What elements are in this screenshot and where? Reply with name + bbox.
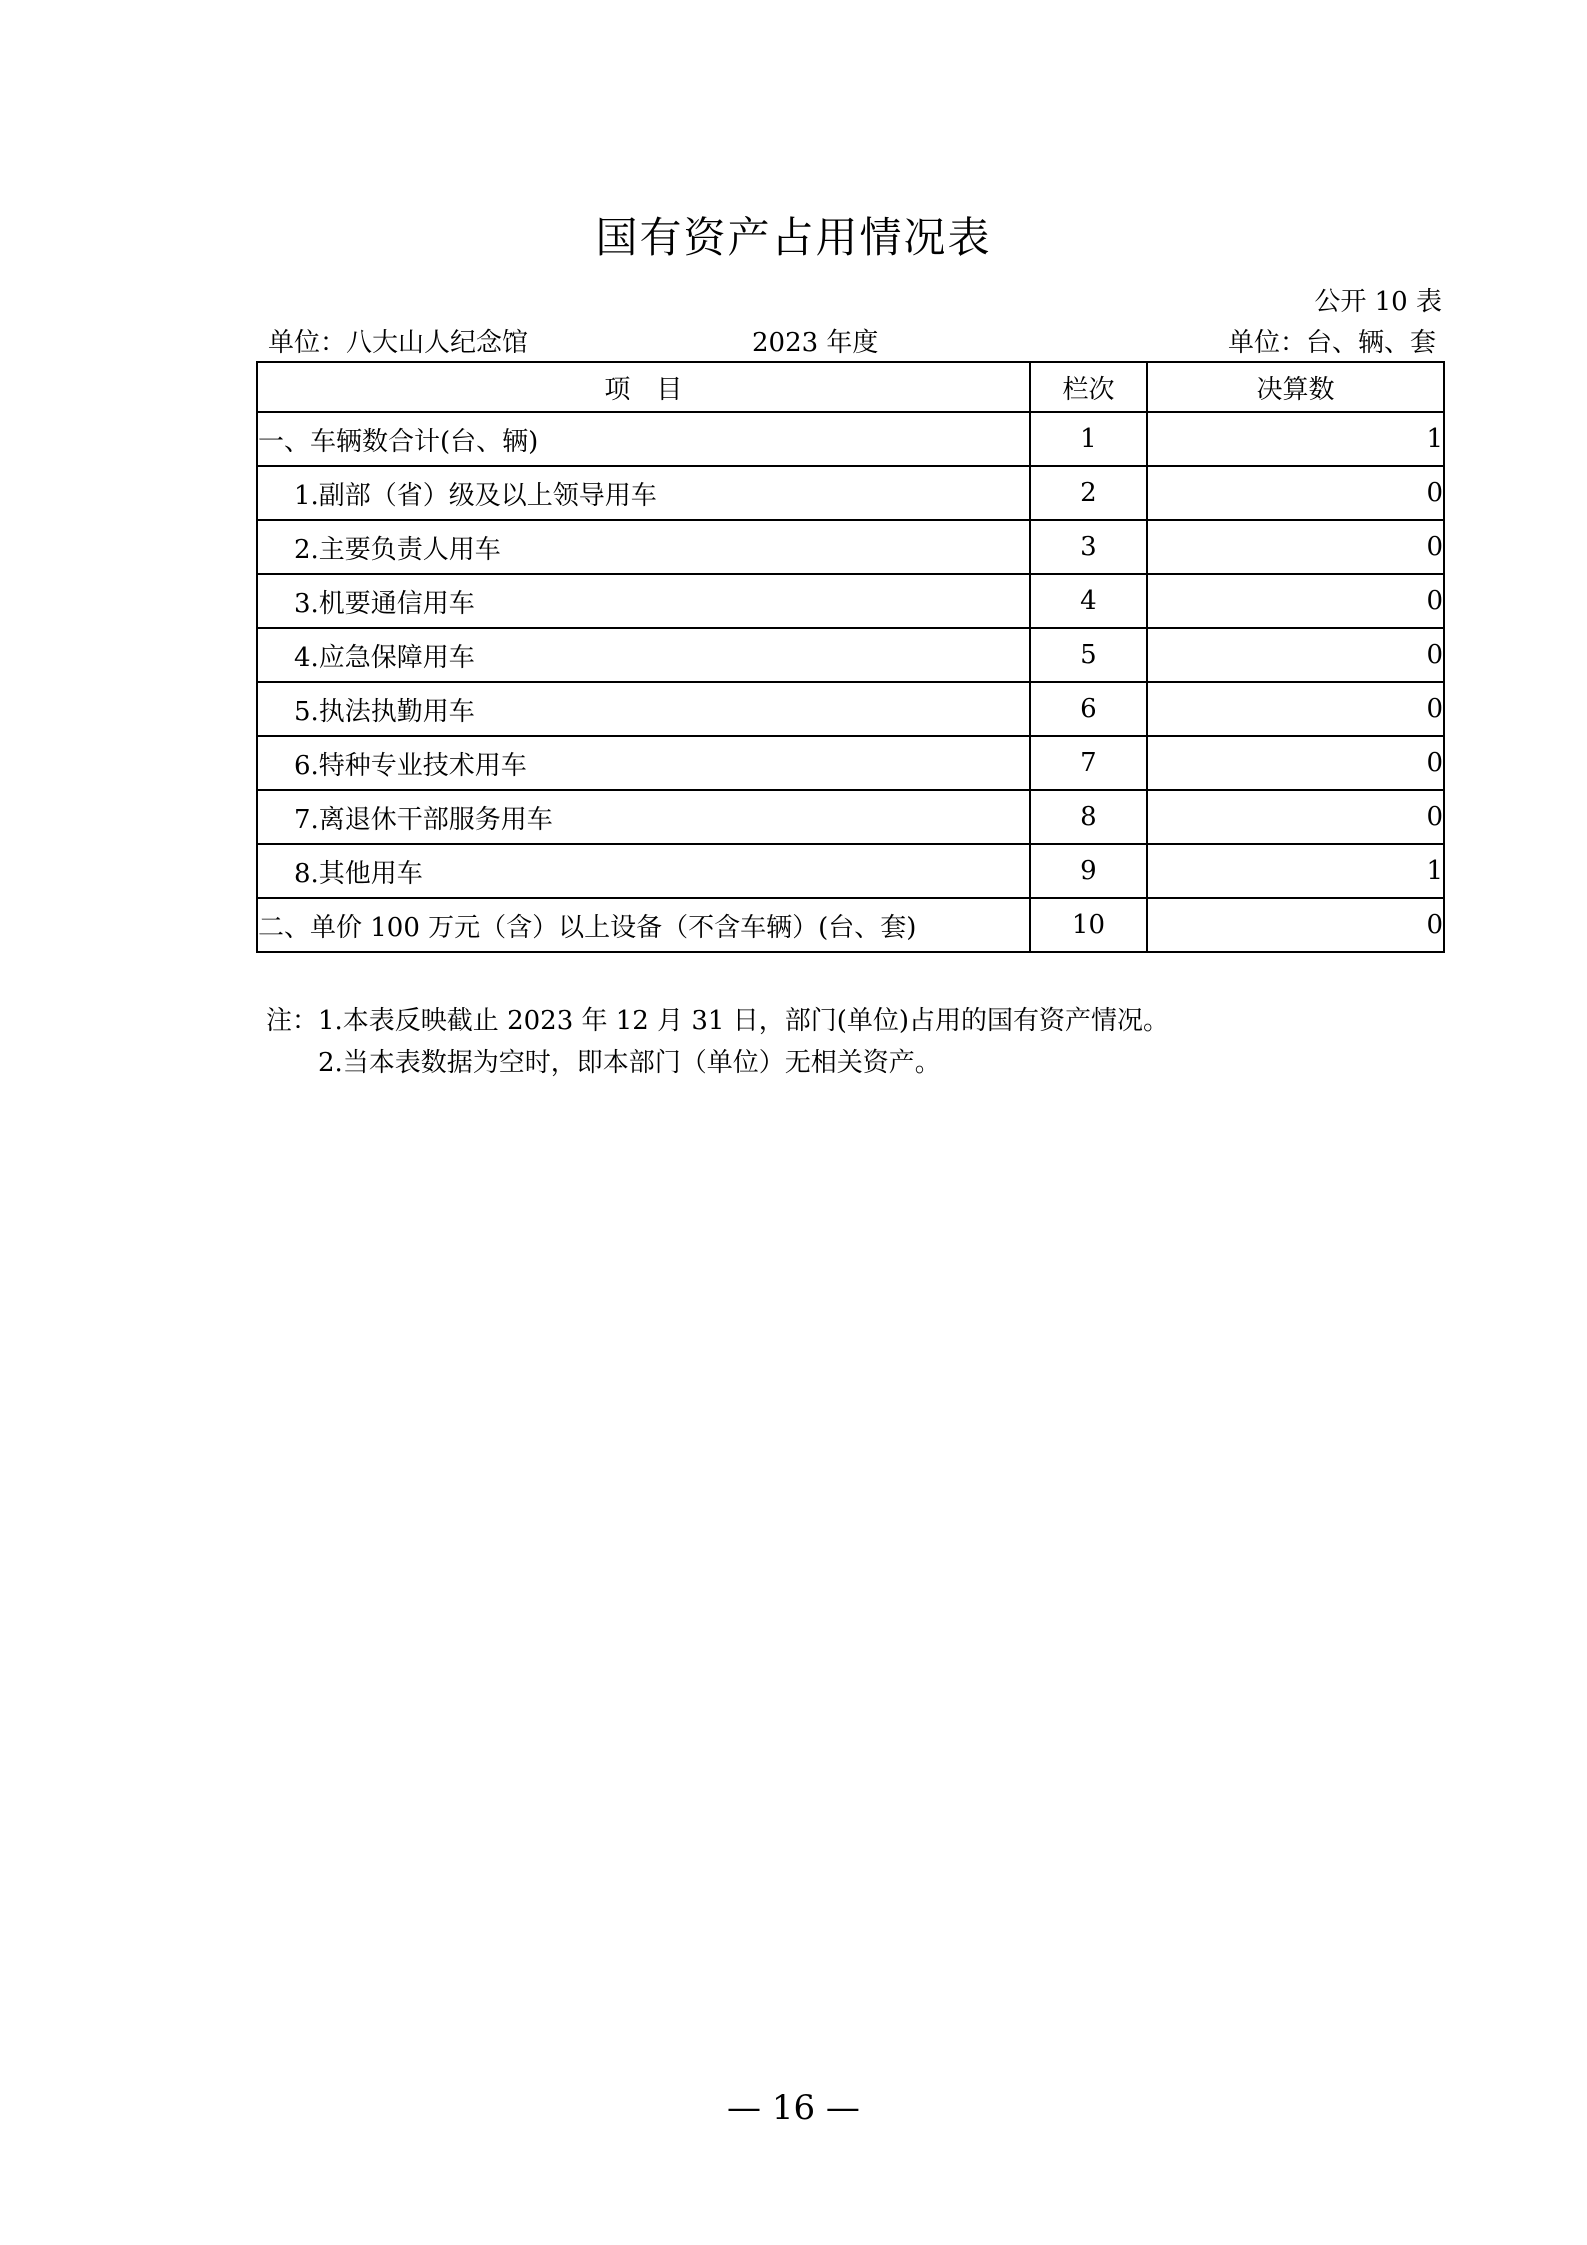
measure-unit-label: 单位：台、辆、套 [1227, 328, 1436, 358]
row-item: 二、单价 100 万元（含）以上设备（不含车辆）(台、套) [257, 898, 1030, 952]
table-row [257, 682, 1444, 736]
table-header-row [257, 362, 1444, 412]
row-rank: 6 [1030, 682, 1147, 736]
row-item: 7.离退休干部服务用车 [257, 790, 1030, 844]
row-value: 0 [1147, 736, 1444, 790]
form-number: 公开 10 表 [1314, 287, 1442, 317]
row-item: 8.其他用车 [257, 844, 1030, 898]
row-value: 1 [1147, 412, 1444, 466]
page-number: — 16 — [727, 2088, 860, 2128]
header-rank: 栏次 [1030, 362, 1147, 412]
row-rank: 4 [1030, 574, 1147, 628]
row-item: 一、车辆数合计(台、辆) [257, 412, 1030, 466]
page-title: 国有资产占用情况表 [595, 213, 992, 262]
row-value: 0 [1147, 628, 1444, 682]
table-row [257, 844, 1444, 898]
row-rank: 2 [1030, 466, 1147, 520]
row-item: 3.机要通信用车 [257, 574, 1030, 628]
note-line-2: 2.当本表数据为空时，即本部门（单位）无相关资产。 [318, 1048, 941, 1078]
header-value: 决算数 [1147, 362, 1444, 412]
row-rank: 7 [1030, 736, 1147, 790]
table-row [257, 520, 1444, 574]
row-value: 0 [1147, 574, 1444, 628]
row-item: 4.应急保障用车 [257, 628, 1030, 682]
fiscal-year-label: 2023 年度 [752, 328, 879, 358]
row-rank: 5 [1030, 628, 1147, 682]
row-rank: 3 [1030, 520, 1147, 574]
row-rank: 1 [1030, 412, 1147, 466]
table-row [257, 412, 1444, 466]
row-value: 0 [1147, 520, 1444, 574]
table-row [257, 574, 1444, 628]
table-row [257, 898, 1444, 952]
row-item: 2.主要负责人用车 [257, 520, 1030, 574]
row-rank: 10 [1030, 898, 1147, 952]
row-value: 0 [1147, 466, 1444, 520]
notes-block [266, 1000, 1169, 1084]
table-row [257, 466, 1444, 520]
table-row [257, 790, 1444, 844]
row-item: 6.特种专业技术用车 [257, 736, 1030, 790]
org-unit-label: 单位：八大山人纪念馆 [268, 328, 529, 358]
row-value: 1 [1147, 844, 1444, 898]
table-meta-row [256, 322, 1442, 358]
row-rank: 8 [1030, 790, 1147, 844]
row-item: 1.副部（省）级及以上领导用车 [257, 466, 1030, 520]
assets-table [256, 361, 1445, 953]
note-line-1: 注：1.本表反映截止 2023 年 12 月 31 日，部门(单位)占用的国有资产情况。 [266, 1006, 1170, 1036]
row-value: 0 [1147, 790, 1444, 844]
table-row [257, 628, 1444, 682]
row-value: 0 [1147, 898, 1444, 952]
row-value: 0 [1147, 682, 1444, 736]
row-rank: 9 [1030, 844, 1147, 898]
row-item: 5.执法执勤用车 [257, 682, 1030, 736]
table-row [257, 736, 1444, 790]
header-item: 项 目 [257, 362, 1030, 412]
